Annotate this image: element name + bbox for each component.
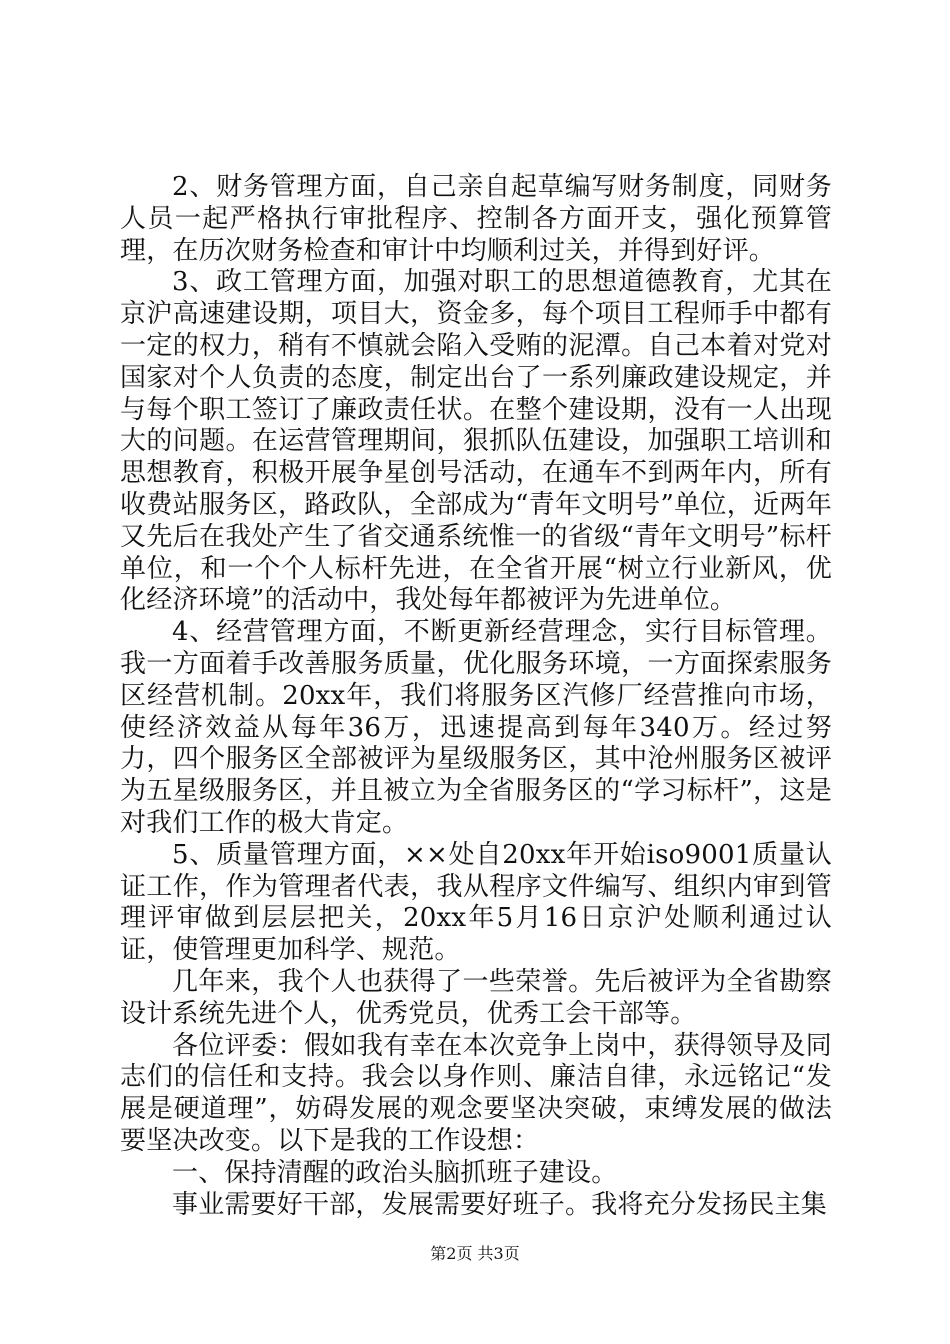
page-number-footer: 第2页 共3页 — [430, 1244, 520, 1263]
paragraph-finance: 2、财务管理方面，自己亲自起草编写财务制度，同财务人员一起严格执行审批程序、控制各方面开支，强化预算管理，在历次财务检查和审计中均顺利过关，并得到好评。 — [120, 172, 832, 266]
document-body — [120, 172, 832, 1221]
paragraph-quality: 5、质量管理方面，××处自20xx年开始iso9001质量认证工作，作为管理者代表，我从程序文件编写、组织内审到管理评审做到层层把关，20xx年5月16日京沪处顺利通过认证，使管理更加科学、规范。 — [120, 839, 832, 966]
paragraph-heading-one: 一、保持清醒的政治头脑抓班子建设。 — [172, 1157, 618, 1188]
paragraph-operations: 4、经营管理方面，不断更新经营理念，实行目标管理。我一方面着手改善服务质量，优化服务环境，一方面探索服务区经营机制。20xx年，我们将服务区汽修厂经营推向市场，使经济效益从每年36万，迅速提高到每年340万。经过努力，四个服务区全部被评为星级服务区，其中沧州服务区被评为五星级服务区，并且被立为全省服务区的“学习标杆”，这是对我们工作的极大肯定。 — [120, 617, 832, 838]
paragraph-team-building: 事业需要好干部，发展需要好班子。我将充分发扬民主集 — [172, 1189, 828, 1220]
paragraph-political-work: 3、政工管理方面，加强对职工的思想道德教育，尤其在京沪高速建设期，项目大，资金多，每个项目工程师手中都有一定的权力，稍有不慎就会陷入受贿的泥潭。自己本着对党对国家对个人负责的态度，制定出台了一系列廉政建设规定，并与每个职工签订了廉政责任状。在整个建设期，没有一人出现大的问题。在运营管理期间，狠抓队伍建设，加强职工培训和思想教育，积极开展争星创号活动，在通车不到两年内，所有收费站服务区，路政队，全部成为“青年文明号”单位，近两年又先后在我处产生了省交通系统惟一的省级“青年文明号”标杆单位，和一个个人标杆先进，在全省开展“树立行业新风，优化经济环境”的活动中，我处每年都被评为先进单位。 — [120, 267, 832, 616]
paragraph-honors: 几年来，我个人也获得了一些荣誉。先后被评为全省勘察设计系统先进个人，优秀党员，优秀工会干部等。 — [120, 966, 832, 1029]
paragraph-address-judges: 各位评委：假如我有幸在本次竞争上岗中，获得领导及同志们的信任和支持。我会以身作则、廉洁自律，永远铭记“发展是硬道理”，妨碍发展的观念要坚决突破，束缚发展的做法要坚决改变。以下是我的工作设想： — [120, 1030, 832, 1156]
